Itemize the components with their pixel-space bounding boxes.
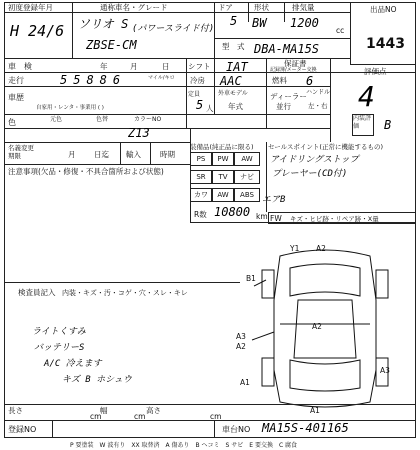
inspection-day: 日	[162, 62, 170, 71]
form-value: BW	[252, 16, 267, 30]
sales-line-2: プレーヤー(CD付)	[272, 169, 348, 179]
note-2: バッテリーS	[34, 343, 85, 353]
equip-navi: ナビ	[234, 170, 260, 184]
diag-a1-bottom: A1	[310, 406, 320, 415]
persons-label: 定員	[188, 91, 201, 98]
height-label: 高さ	[146, 406, 161, 415]
history-label: 車歴	[8, 93, 24, 102]
color-no-value: Z13	[128, 126, 150, 140]
transfer-time: 時期	[160, 150, 175, 159]
shift-label: シフト	[188, 62, 211, 71]
diag-a1-left: A1	[240, 378, 250, 387]
displacement-unit: cc	[336, 26, 345, 35]
mileage-unit: マイル/キロ	[148, 75, 175, 81]
sales-line-1: アイドリングストップ	[270, 155, 359, 165]
width-unit: cm	[134, 412, 146, 421]
width-label: 幅	[100, 406, 108, 415]
seats-label: 燃料	[272, 76, 287, 85]
score-label: 評価点	[364, 67, 387, 76]
auction-value: 1443	[366, 36, 405, 52]
car-name-value: ソリオ S	[78, 17, 129, 31]
shift-value: IAT	[226, 60, 248, 74]
dealer-value: 並行	[276, 102, 291, 111]
ac-label: 冷房	[190, 76, 205, 85]
equipment-title: 装備品(純正品に限る)	[190, 143, 254, 151]
inspection-month: 月	[130, 62, 138, 71]
persons-value: 5	[196, 98, 204, 112]
legend: P 要塗装 W 波有り XX 取替済 A 傷あり B ヘコミ S サビ E 要交換 C 腐食	[70, 442, 298, 449]
handle-label: ハンドル	[306, 89, 331, 96]
auction-label: 出品NO	[370, 5, 397, 14]
diag-y1: Y1	[290, 244, 300, 253]
warranty-sub: 記録簿/メーター交換	[270, 67, 317, 73]
car-name-label: 通称車名・グレード	[100, 3, 168, 12]
displacement-label: 排気量	[292, 3, 315, 12]
handle-value: 左・右	[308, 102, 328, 110]
displacement-value: 1200	[290, 16, 319, 30]
r-unit: km	[256, 212, 268, 221]
sales-title: セールスポイント(正常に機能するもの)	[268, 143, 383, 151]
model-change-value: 年式	[228, 102, 243, 111]
key-label: キズ・ヒビ跡・リペア跡・X量	[290, 215, 379, 223]
color-current-label: 色替	[96, 116, 109, 123]
interior-label: 内装評価	[353, 115, 372, 130]
form-label: 形状	[254, 3, 269, 12]
car-name-note: (パワースライド付)	[132, 24, 215, 34]
equip-sr: SR	[190, 170, 212, 184]
height-unit: cm	[210, 412, 222, 421]
interior-value: B	[384, 118, 392, 132]
doors-value: 5	[230, 14, 238, 28]
color-original-label: 元色	[50, 116, 63, 123]
notes-title: 注意事項(欠品・修復・不具合箇所および状態)	[8, 167, 164, 176]
dealer-label: ディーラー	[270, 92, 307, 101]
ac-value: AAC	[220, 74, 242, 88]
note-4: キズ B ホシュウ	[62, 375, 132, 385]
diag-a3-right: A3	[380, 366, 390, 375]
color-label: 色	[8, 118, 16, 127]
fw-label: FW	[270, 214, 282, 223]
diag-a2-mid: A2	[312, 322, 322, 331]
diag-b1: B1	[246, 274, 256, 283]
equip-tv: TV	[212, 170, 234, 184]
diag-a3: A3	[236, 332, 246, 341]
history-options: 自家用・レンタ・事業用 ( )	[36, 105, 104, 111]
equip-abs: ABS	[234, 188, 260, 202]
equip-aw2: AW	[212, 188, 234, 202]
grade-value: ZBSE-CM	[86, 38, 137, 52]
equip-leather: カワ	[190, 188, 212, 202]
diag-a2-top: A2	[316, 244, 326, 253]
length-unit: cm	[90, 412, 102, 421]
transfer-label: 輸入	[126, 150, 141, 159]
inspection-year: 年	[100, 62, 108, 71]
inspector-options: 内装・キズ・汚・コゲ・穴・スレ・キレ	[62, 289, 188, 297]
model-value: DBA-MA15S	[254, 42, 320, 56]
equip-aw: AW	[234, 152, 260, 166]
r-label: R数	[194, 210, 207, 219]
chassis-label: 車台NO	[222, 425, 251, 434]
score-value: 4	[358, 80, 375, 113]
mileage-label: 走行	[8, 76, 24, 85]
equip-pw: PW	[212, 152, 234, 166]
reg-label: 登録NO	[8, 425, 37, 434]
color-no-label: カラーNO	[134, 116, 162, 123]
seats-value: 6	[306, 74, 314, 88]
inspector-label: 検査員記入	[18, 288, 56, 297]
equip-ps: PS	[190, 152, 212, 166]
persons-unit: 人	[206, 104, 214, 113]
note-3: A/C 冷えます	[44, 359, 102, 369]
model-label: 型 式	[222, 42, 245, 51]
model-change-label: 外車モデル	[218, 90, 248, 97]
mileage-value: 55886	[60, 73, 127, 87]
note-1: ライトくすみ	[32, 327, 86, 337]
r-value: 10800	[214, 205, 251, 219]
inspection-label: 車 検	[8, 62, 32, 71]
name-change-label: 名義変更期限	[8, 144, 34, 160]
chassis-value: MA15S-401165	[262, 421, 349, 435]
warranty-label: 保証書	[284, 59, 307, 68]
diag-a2-left: A2	[236, 342, 246, 351]
first-reg-label: 初度登録年月	[8, 3, 53, 12]
name-change-day: 日迄	[94, 150, 109, 159]
name-change-month: 月	[68, 150, 76, 159]
first-reg-value: H 24/6	[10, 22, 65, 40]
length-label: 長さ	[8, 406, 23, 415]
car-diagram	[240, 240, 410, 416]
doors-label: ドア	[218, 3, 233, 12]
equip-airbag: エアB	[262, 195, 286, 205]
